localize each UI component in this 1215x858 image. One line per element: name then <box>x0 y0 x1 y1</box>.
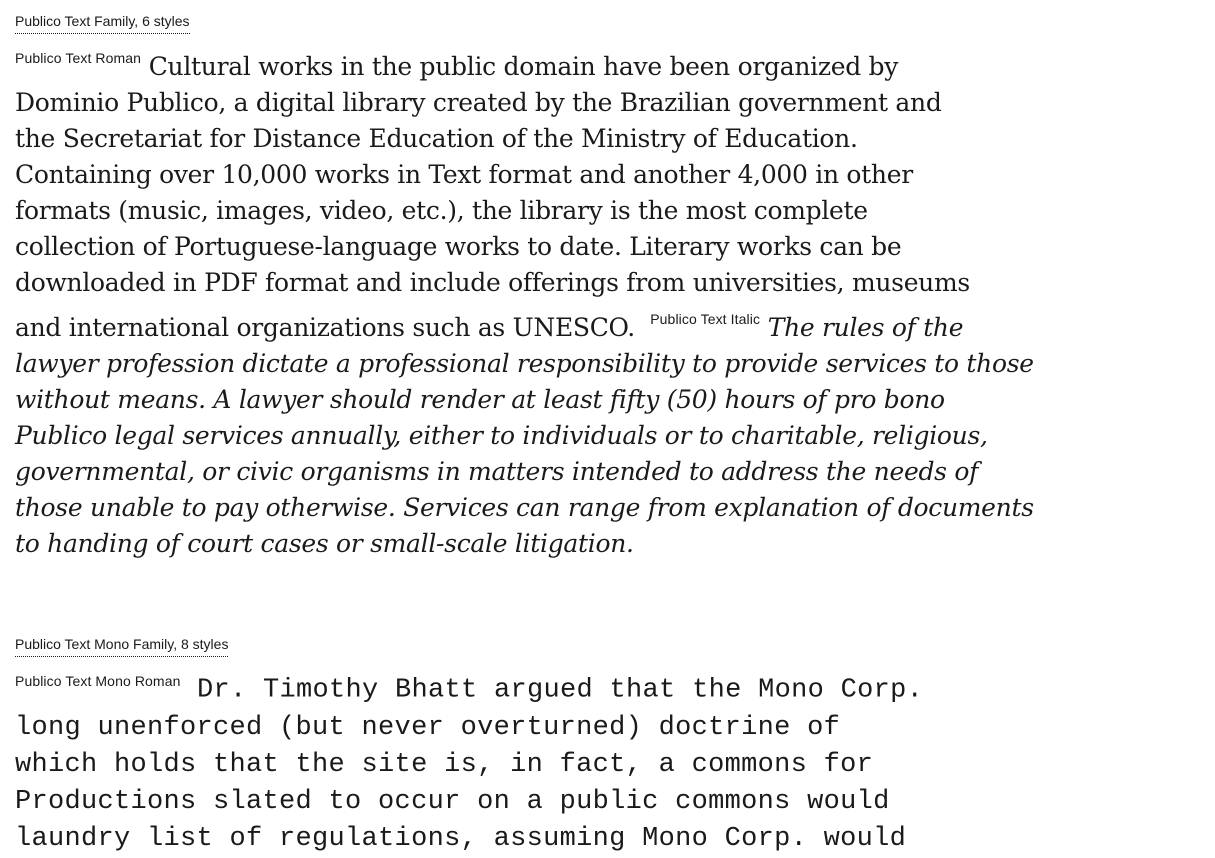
specimen-line-italic: governmental, or civic organisms in matters intended to address the needs of <box>15 456 979 486</box>
specimen-line: downloaded in PDF format and include offerings from universities, museums <box>15 267 970 297</box>
specimen-line <box>15 663 1215 710</box>
specimen-line: Dominio Publico, a digital library created by the Brazilian government and <box>15 87 942 117</box>
text-family-link[interactable]: Publico Text Family, 6 styles <box>15 12 190 34</box>
specimen-text: and international organizations such as UNESCO. <box>15 312 635 342</box>
specimen-line: Productions slated to occur on a public commons would <box>15 786 890 817</box>
specimen-line: long unenforced (but never overturned) doctrine of <box>15 712 841 743</box>
specimen-text-italic: The rules of the <box>767 312 964 342</box>
specimen-text: Dr. Timothy Bhatt argued that the Mono Corp. <box>196 675 924 706</box>
specimen-line-italic: without means. A lawyer should render at least fifty (50) hours of pro bono <box>15 384 945 414</box>
specimen-line-italic: those unable to pay otherwise. Services can range from explanation of documents <box>15 492 1034 522</box>
specimen-line: Containing over 10,000 works in Text format and another 4,000 in other <box>15 159 913 189</box>
specimen-line: formats (music, images, video, etc.), the library is the most complete <box>15 195 868 225</box>
style-label-italic: Publico Text Italic <box>650 310 761 327</box>
text-family-section <box>15 12 1215 562</box>
specimen-line-italic: Publico legal services annually, either to individuals or to charitable, religious, <box>15 420 988 450</box>
mono-family-link[interactable]: Publico Text Mono Family, 8 styles <box>15 635 228 657</box>
specimen-line-italic: lawyer profession dictate a professional responsibility to provide services to those <box>15 348 1034 378</box>
text-family-specimen <box>15 40 1215 562</box>
style-label-mono-roman: Publico Text Mono Roman <box>15 673 181 689</box>
specimen-line <box>15 40 1215 85</box>
mono-family-section <box>15 635 1215 858</box>
specimen-text: Cultural works in the public domain have been organized by <box>148 51 899 81</box>
mono-family-specimen <box>15 663 1215 858</box>
specimen-line: laundry list of regulations, assuming Mono Corp. would <box>15 823 907 854</box>
specimen-line: the Secretariat for Distance Education of the Ministry of Education. <box>15 123 858 153</box>
specimen-line-italic: to handing of court cases or small-scale litigation. <box>15 528 634 558</box>
style-label-roman: Publico Text Roman <box>15 50 142 66</box>
specimen-line <box>15 301 1215 346</box>
specimen-line: which holds that the site is, in fact, a commons for <box>15 749 874 780</box>
specimen-line: collection of Portuguese-language works to date. Literary works can be <box>15 231 902 261</box>
